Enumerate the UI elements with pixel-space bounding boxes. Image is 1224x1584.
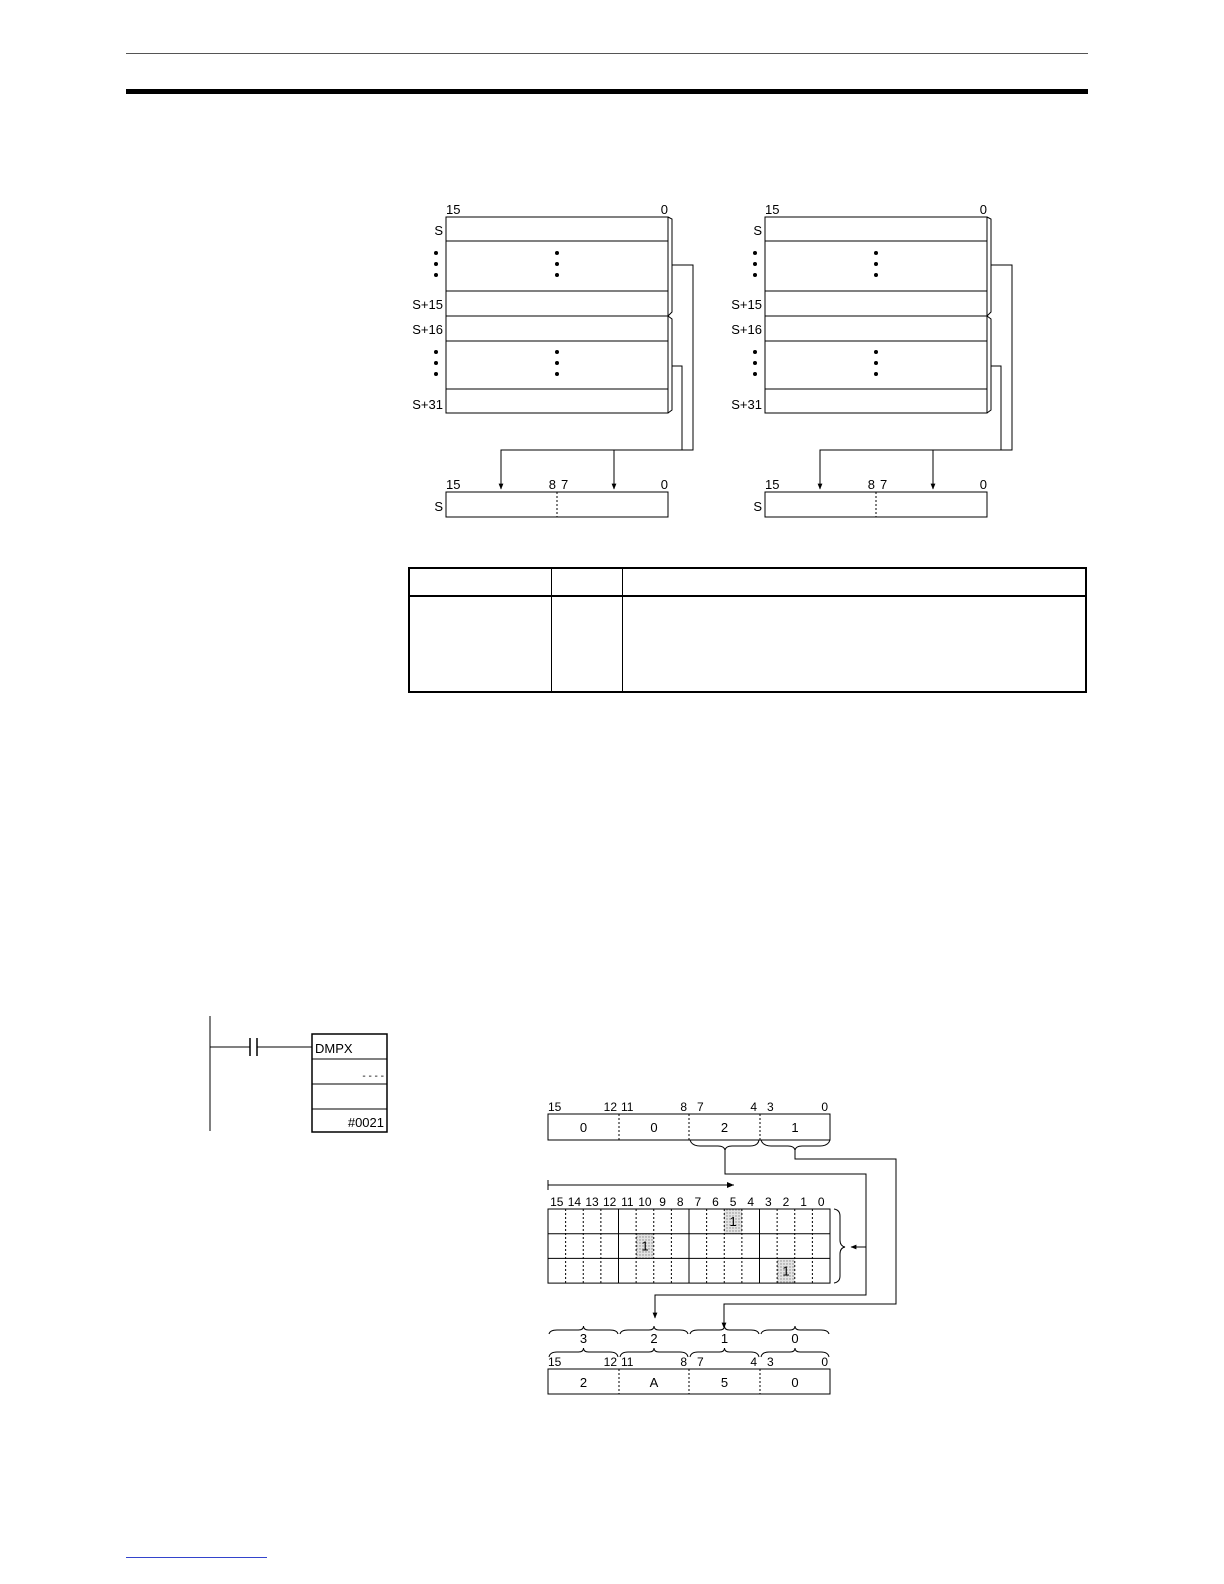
bit-number: 3 (764, 1195, 772, 1209)
word-label: S+16 (412, 322, 443, 337)
bit-number: 15 (765, 477, 780, 492)
bit-number: 7 (561, 477, 569, 492)
route-arrow-high (501, 265, 693, 489)
word-block (446, 217, 668, 413)
word-label: S+16 (731, 322, 762, 337)
digit-value: 0 (579, 1120, 588, 1135)
bit-number: 0 (821, 1100, 828, 1114)
brace (834, 1209, 845, 1283)
brace (668, 217, 672, 316)
bit-number: 2 (782, 1195, 790, 1209)
bit-number: 7 (880, 477, 888, 492)
ellipsis-dot (555, 350, 559, 354)
ellipsis-dot (753, 361, 757, 365)
word-label: S (434, 223, 443, 238)
bit-number: 11 (621, 1195, 634, 1209)
word-label: S (753, 499, 762, 514)
word-label: S (753, 223, 762, 238)
bit-number: 0 (660, 477, 668, 492)
brace (690, 1140, 759, 1150)
source-words-diagram-right (731, 202, 1012, 517)
bit-number: 13 (585, 1195, 599, 1209)
bit-number: 15 (446, 202, 461, 217)
ellipsis-dot (434, 273, 438, 277)
bit-number: 0 (817, 1195, 825, 1209)
set-bit-value: 1 (641, 1238, 649, 1254)
ellipsis-dot (555, 251, 559, 255)
bit-number: 12 (603, 1100, 617, 1114)
bit-number: 11 (621, 1355, 634, 1369)
bit-number: 8 (680, 1100, 687, 1114)
digit-value: 5 (720, 1375, 729, 1390)
ellipsis-dot (874, 361, 878, 365)
digit-position: 2 (650, 1331, 658, 1346)
route-arrow (725, 1150, 866, 1247)
word-label: S+15 (731, 297, 762, 312)
bit-number: 3 (767, 1100, 774, 1114)
ellipsis-dot (434, 251, 438, 255)
digit-value: 0 (650, 1120, 658, 1135)
bit-number: 10 (638, 1195, 652, 1209)
ellipsis-dot (434, 361, 438, 365)
ellipsis-dot (874, 262, 878, 266)
bit-number: 15 (548, 1355, 562, 1369)
bit-number: 12 (603, 1355, 617, 1369)
ellipsis-dot (555, 262, 559, 266)
bit-number: 4 (750, 1355, 757, 1369)
ellipsis-dot (753, 372, 757, 376)
set-bit-value: 1 (782, 1263, 790, 1279)
operand-4: #0021 (347, 1115, 384, 1130)
brace (987, 316, 991, 413)
bit-number: 7 (697, 1355, 704, 1369)
word-block (765, 217, 987, 413)
digit-position: 1 (720, 1331, 729, 1346)
bit-number: 5 (729, 1195, 737, 1209)
brace (761, 1140, 830, 1150)
bit-number: 0 (979, 477, 987, 492)
range-arrow (727, 1182, 734, 1188)
bit-number: 8 (680, 1355, 687, 1369)
word-label: S+15 (412, 297, 443, 312)
digit-value: 0 (791, 1375, 799, 1390)
brace (987, 217, 991, 316)
ellipsis-dot (434, 262, 438, 266)
word-label: S+31 (412, 397, 443, 412)
digit-position: 0 (791, 1331, 799, 1346)
ellipsis-dot (434, 350, 438, 354)
bit-number: 15 (548, 1100, 562, 1114)
ellipsis-dot (753, 262, 757, 266)
bit-number: 15 (765, 202, 780, 217)
bit-number: 7 (697, 1100, 704, 1114)
bit-number: 0 (821, 1355, 828, 1369)
ellipsis-dot (555, 273, 559, 277)
bit-number: 8 (548, 477, 556, 492)
bit-number: 11 (621, 1100, 634, 1114)
digit-value: 1 (791, 1120, 799, 1135)
digit-value: A (649, 1375, 659, 1390)
digit-position: 3 (579, 1331, 588, 1346)
ellipsis-dot (434, 372, 438, 376)
bit-number: 15 (550, 1195, 564, 1209)
source-words-diagram-left (412, 202, 693, 517)
route-arrow (724, 1150, 896, 1328)
ellipsis-dot (874, 273, 878, 277)
ellipsis-dot (874, 350, 878, 354)
instruction-name: DMPX (315, 1041, 353, 1056)
word-label: S+31 (731, 397, 762, 412)
digit-value: 2 (720, 1120, 729, 1135)
bit-number: 0 (979, 202, 987, 217)
bit-number: 3 (767, 1355, 774, 1369)
bit-number: 8 (867, 477, 875, 492)
bit-number: 9 (659, 1195, 666, 1209)
digit-value: 2 (579, 1375, 588, 1390)
route-arrow-high (820, 265, 1012, 489)
bit-number: 1 (800, 1195, 807, 1209)
bit-number: 12 (603, 1195, 617, 1209)
footer-rule (126, 1557, 267, 1558)
bit-number: 4 (750, 1100, 757, 1114)
ellipsis-dot (555, 372, 559, 376)
bit-number: 0 (660, 202, 668, 217)
bit-number: 15 (446, 477, 461, 492)
bit-number: 8 (676, 1195, 684, 1209)
word-label: S (434, 499, 443, 514)
brace (668, 316, 672, 413)
ellipsis-dot (555, 361, 559, 365)
ladder-diagram (210, 1016, 387, 1132)
ellipsis-dot (753, 251, 757, 255)
bit-number: 6 (712, 1195, 719, 1209)
set-bit-value: 1 (729, 1214, 737, 1229)
ellipsis-dot (753, 273, 757, 277)
bit-number: 14 (567, 1195, 582, 1209)
operand-2: - - - - (362, 1071, 384, 1082)
bit-number: 4 (747, 1195, 755, 1209)
ellipsis-dot (874, 251, 878, 255)
ellipsis-dot (753, 350, 757, 354)
ellipsis-dot (874, 372, 878, 376)
bit-number: 7 (694, 1195, 702, 1209)
example-diagram (548, 1100, 896, 1394)
